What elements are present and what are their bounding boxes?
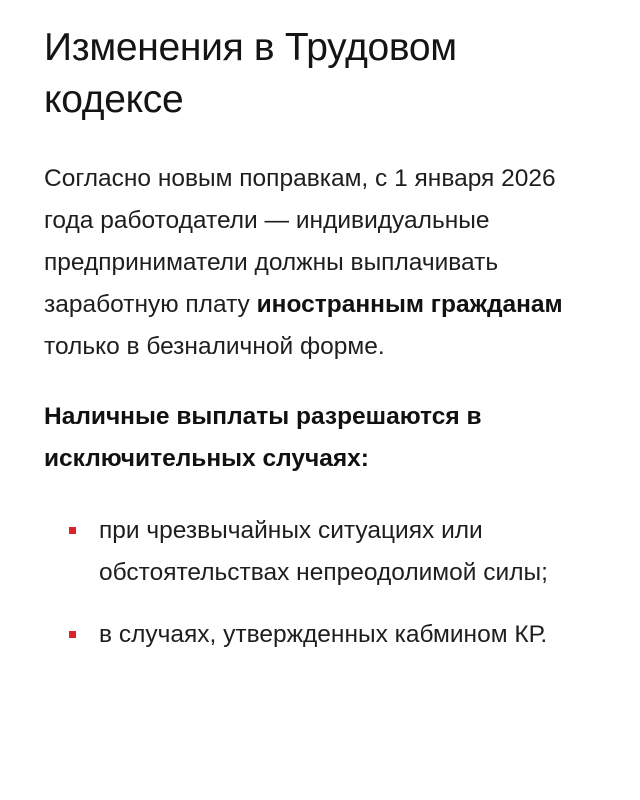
list-item-text: в случаях, утвержденных кабмином КР. [99,621,548,648]
list-item [44,614,596,656]
square-bullet-icon [69,527,76,534]
subheading: Наличные выплаты разрешаются в исключительных случаях: [44,403,482,472]
article-title: Изменения в Трудовом кодексе [44,26,457,121]
exceptions-list [44,510,596,656]
lead-emphasis: иностранным гражданам [256,291,563,318]
list-item [44,510,596,594]
lead-text-end: только в безналичной форме. [44,333,385,360]
lead-text-start: Согласно новым поправкам, с 1 января 2026 года работодатели — индивидуальные предприниматели должны выплачивать заработную плату [44,165,556,318]
lead-paragraph [44,158,596,368]
list-item-text: при чрезвычайных ситуациях или обстоятельствах непреодолимой силы; [99,517,548,586]
square-bullet-icon [69,631,76,638]
